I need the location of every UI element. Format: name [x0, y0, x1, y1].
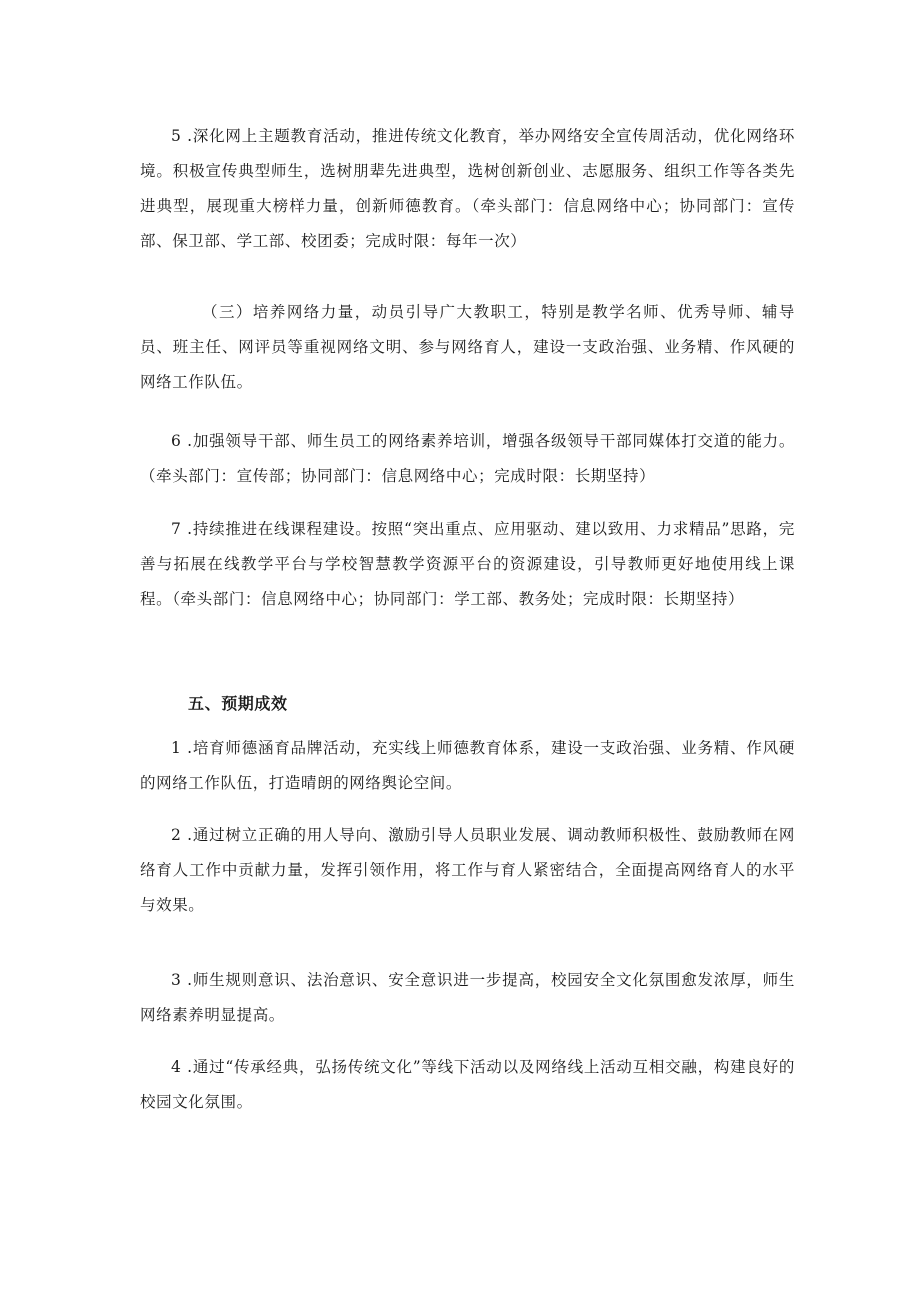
paragraph-section-3: （三）培养网络力量，动员引导广大教职工，特别是教学名师、优秀导师、辅导员、班主任、网评员等重视网络文明、参与网络育人，建设一支政治强、业务精、作风硬的网络工作队伍。 — [140, 303, 795, 391]
section-heading-expected-results: 五、预期成效 — [188, 694, 288, 713]
paragraph-item-5: 5 .深化网上主题教育活动，推进传统文化教育，举办网络安全宣传周活动，优化网络环境。积极宣传典型师生，选树朋辈先进典型，选树创新创业、志愿服务、组织工作等各类先进典型，展现重大榜样力量，创新师德教育。（牵头部门：信息网络中心；协同部门：宣传部、保卫部、学工部、校团委；完成时限：每年一次） — [140, 127, 795, 250]
paragraph-result-2: 2 .通过树立正确的用人导向、激励引导人员职业发展、调动教师积极性、鼓励教师在网络育人工作中贡献力量，发挥引领作用，将工作与育人紧密结合，全面提高网络育人的水平与效果。 — [140, 826, 795, 914]
paragraph-result-3: 3 .师生规则意识、法治意识、安全意识进一步提高，校园安全文化氛围愈发浓厚，师生网络素养明显提高。 — [140, 971, 795, 1024]
paragraph-item-7: 7 .持续推进在线课程建设。按照“突出重点、应用驱动、建以致用、力求精品”思路，完善与拓展在线教学平台与学校智慧教学资源平台的资源建设，引导教师更好地使用线上课程。（牵头部门：信息网络中心；协同部门：学工部、教务处；完成时限：长期坚持） — [140, 520, 795, 608]
paragraph-item-6: 6 .加强领导干部、师生员工的网络素养培训，增强各级领导干部同媒体打交道的能力。（牵头部门：宣传部；协同部门：信息网络中心；完成时限：长期坚持） — [140, 432, 795, 485]
paragraph-result-4: 4 .通过“传承经典，弘扬传统文化”等线下活动以及网络线上活动互相交融，构建良好的校园文化氛围。 — [140, 1058, 795, 1111]
paragraph-result-1: 1 .培育师德涵育品牌活动，充实线上师德教育体系，建设一支政治强、业务精、作风硬的网络工作队伍，打造晴朗的网络舆论空间。 — [140, 739, 795, 792]
